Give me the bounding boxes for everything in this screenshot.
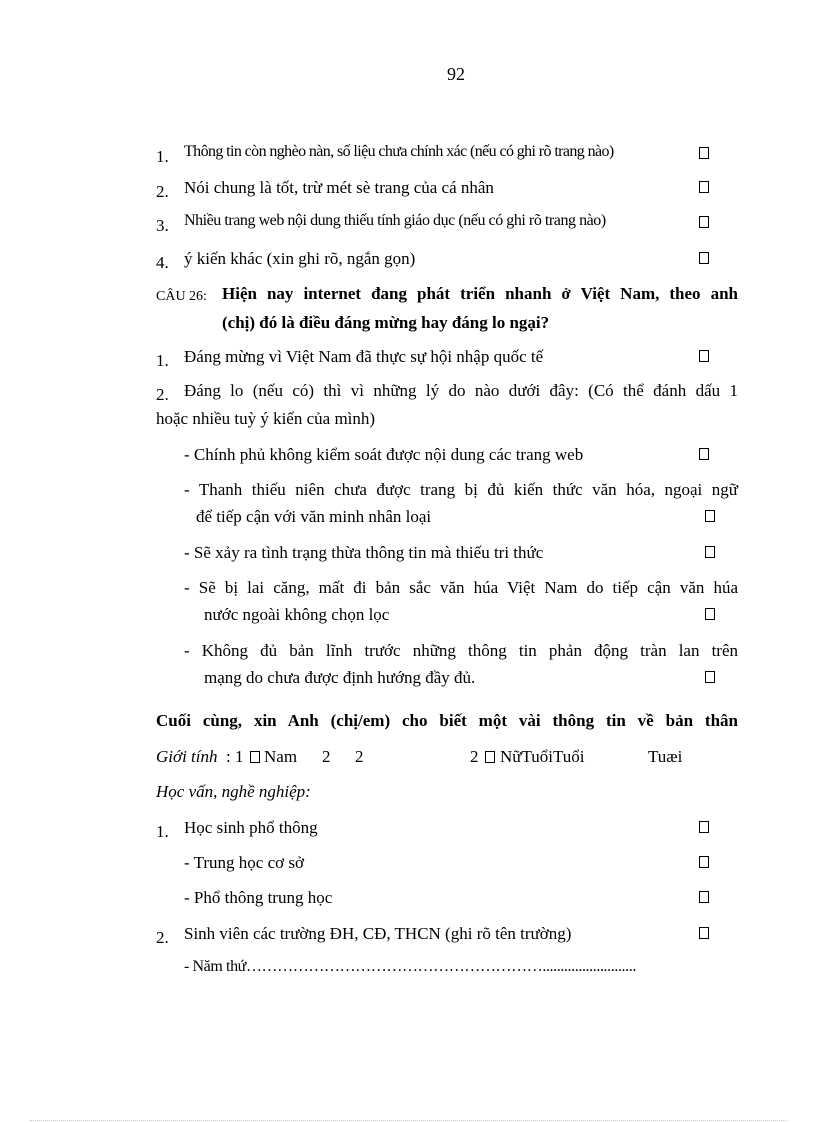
reason-item-line1: - Thanh thiếu niên chưa được trang bị đủ kiến thức văn hóa, ngoại ngữ (184, 480, 738, 499)
year-of-study-field[interactable]: - Năm thứ………………………………………………….......................... (184, 958, 636, 975)
checkbox[interactable] (699, 448, 709, 460)
checkbox[interactable] (699, 252, 709, 264)
reason-item: - Sẽ xảy ra tình trạng thừa thông tin mà thiếu tri thức (184, 543, 544, 562)
education-item: Học sinh phổ thông (184, 818, 318, 837)
checkbox[interactable] (699, 350, 709, 362)
education-subitem: - Trung học cơ sở (184, 853, 304, 872)
checkbox[interactable] (250, 751, 260, 763)
page-number: 92 (447, 64, 465, 84)
checkbox[interactable] (699, 147, 709, 159)
list-item-text: Nói chung là tốt, trừ mét sè trang của cá nhân (184, 178, 494, 197)
gender-female-age: NữTuổiTuổi (500, 747, 585, 766)
list-number: 1. (156, 822, 169, 841)
reason-item-line1: - Không đủ bản lĩnh trước những thông tin phản động tràn lan trên (184, 641, 738, 660)
option-text-line1: Đáng lo (nếu có) thì vì những lý do nào dưới đây: (Có thể đánh dấu 1 (184, 381, 738, 400)
page-bottom-border (30, 1120, 786, 1121)
gender-colon: : 1 (226, 747, 244, 766)
checkbox[interactable] (705, 546, 715, 558)
question-label: CÂU 26: (156, 289, 207, 304)
gender-label: Giới tính (156, 747, 218, 766)
checkbox[interactable] (699, 181, 709, 193)
question-text-line2: (chị) đó là điều đáng mừng hay đáng lo ngại? (222, 313, 550, 332)
gender-number: 2 (470, 747, 479, 766)
checkbox[interactable] (699, 216, 709, 228)
gender-number: 2 (322, 747, 331, 766)
age-label: Tuæi (648, 747, 683, 766)
question-text-line1: Hiện nay internet đang phát triển nhanh ở Việt Nam, theo anh (222, 284, 738, 303)
education-subitem: - Phổ thông trung học (184, 888, 333, 907)
checkbox[interactable] (705, 671, 715, 683)
reason-item-line2: mạng do chưa được định hướng đầy đủ. (204, 668, 476, 687)
reason-item-line1: - Sẽ bị lai căng, mất đi bản sắc văn húa Việt Nam do tiếp cận văn húa (184, 578, 738, 597)
reason-item: - Chính phủ không kiểm soát được nội dung các trang web (184, 445, 584, 464)
reason-item-line2: nước ngoài không chọn lọc (204, 605, 390, 624)
gender-male: Nam (264, 747, 298, 766)
list-item-text: Nhiều trang web nội dung thiếu tính giáo dục (nếu có ghi rõ trang nào) (184, 212, 606, 229)
checkbox[interactable] (485, 751, 495, 763)
reason-item-line2: để tiếp cận với văn minh nhân loại (196, 507, 432, 526)
checkbox[interactable] (699, 927, 709, 939)
list-number: 1. (156, 147, 169, 166)
list-item-text: Thông tin còn nghèo nàn, số liệu chưa chính xác (nếu có ghi rõ trang nào) (184, 143, 614, 160)
list-number: 4. (156, 253, 169, 272)
option-number: 2. (156, 385, 169, 404)
education-item: Sinh viên các trường ĐH, CĐ, THCN (ghi rõ tên trường) (184, 924, 572, 943)
checkbox[interactable] (699, 821, 709, 833)
checkbox[interactable] (705, 510, 715, 522)
checkbox[interactable] (699, 891, 709, 903)
list-number: 2. (156, 182, 169, 201)
section-heading: Cuối cùng, xin Anh (chị/em) cho biết một vài thông tin về bản thân (156, 711, 738, 730)
option-number: 1. (156, 351, 169, 370)
gender-number: 2 (355, 747, 364, 766)
checkbox[interactable] (705, 608, 715, 620)
list-number: 2. (156, 928, 169, 947)
option-text: Đáng mừng vì Việt Nam đã thực sự hội nhập quốc tế (184, 347, 544, 366)
checkbox[interactable] (699, 856, 709, 868)
education-label: Học vấn, nghề nghiệp: (156, 782, 311, 801)
list-number: 3. (156, 216, 169, 235)
option-text-line2: hoặc nhiều tuỳ ý kiến của mình) (156, 409, 376, 428)
list-item-text: ý kiến khác (xin ghi rõ, ngắn gọn) (184, 249, 416, 268)
